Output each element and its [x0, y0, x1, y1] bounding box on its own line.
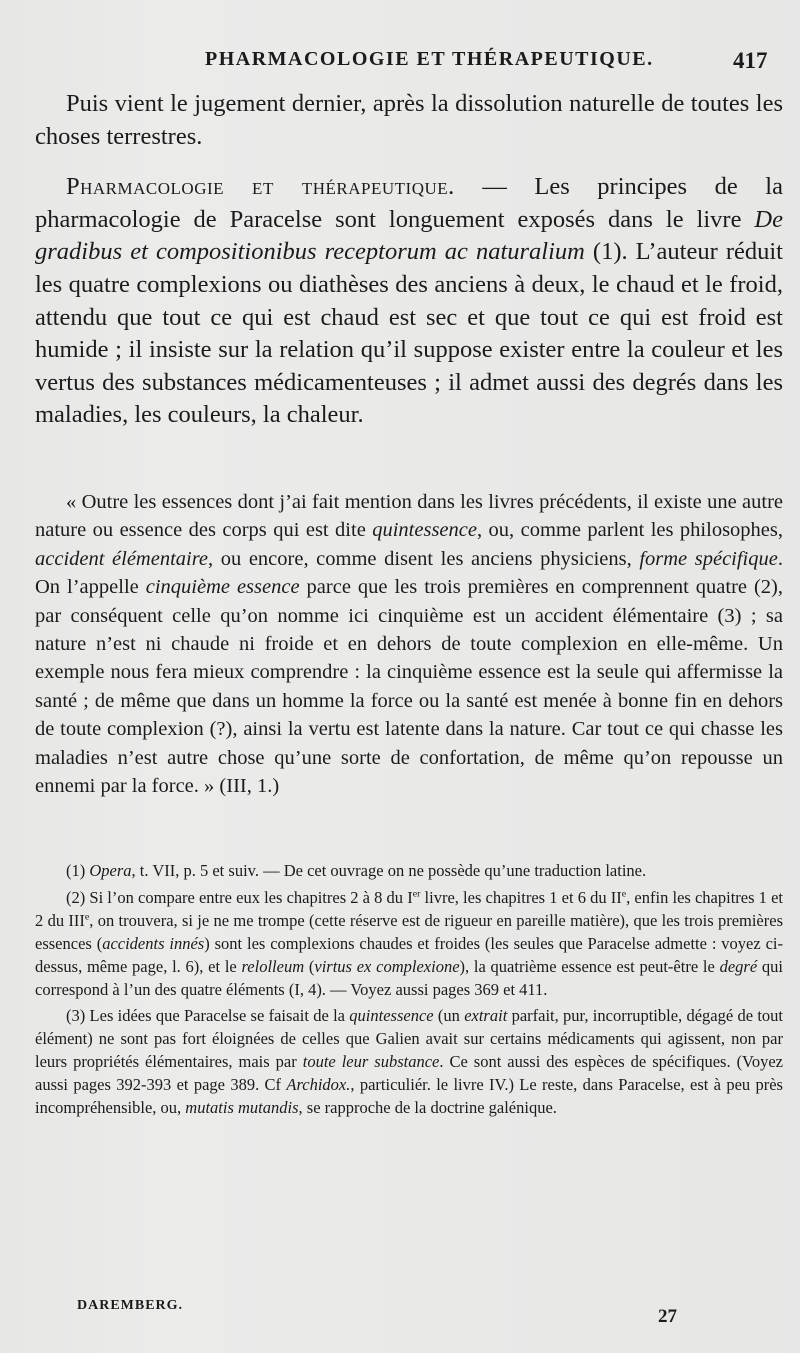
footnote-2 [35, 887, 783, 1002]
page-footer [0, 1298, 800, 1328]
footnote-2-text-g: ), la quatrième essence est peut-être le [459, 956, 720, 976]
page-header [0, 48, 800, 78]
footnote-2-text-e: ) sont les complexions chaudes et froides (les seules que Paracelse admette : voyez ci-dessus, même page, l. 6), et le [35, 933, 783, 976]
footnote-3-italic-2: extrait [464, 1006, 508, 1026]
footnote-2-sup-3: e [84, 911, 90, 923]
quote-term-accident: accident élémentaire [35, 547, 209, 570]
section-heading: Pharmacologie et thérapeutique. [66, 173, 455, 201]
footnote-3-italic-4: Archidox. [286, 1075, 351, 1095]
quotation-paragraph [35, 488, 783, 800]
footnote-1-text-b: , t. VII, p. 5 et suiv. — De cet ouvrage on ne possède qu’une traduction latine. [131, 861, 647, 880]
footnote-2-italic-4: degré [719, 956, 758, 976]
footnote-2-text-d: , on trouvera, si je ne me trompe (cette réserve est de rigueur en pareille matière), que les trois premières essences ( [35, 910, 783, 953]
footnote-2-text-h: qui correspond à l’un des quatre éléments (I, 4). — Voyez aussi pages 369 et 411. [35, 956, 783, 999]
footnote-1-text-a: (1) [66, 861, 90, 880]
footnote-2-text-c: , enfin les chapitres 1 et 2 du III [35, 887, 783, 930]
footnote-3-text-a: (3) Les idées que Paracelse se faisait de la [66, 1006, 350, 1026]
footnote-2-italic-2: relolleum [241, 956, 305, 976]
footnote-2-text-b: livre, les chapitres 1 et 6 du II [420, 887, 622, 907]
page-number: 417 [733, 48, 768, 73]
footnotes [35, 860, 783, 1120]
printer-signature: DAREMBERG. [77, 1298, 184, 1313]
main-text [35, 88, 783, 432]
running-title: PHARMACOLOGIE ET THÉRAPEUTIQUE. [205, 48, 654, 70]
footnote-3-text-f: , se rapproche de la doctrine galénique. [298, 1098, 557, 1118]
footnote-3-text-d: . Ce sont aussi des espèces de spécifiques. (Voyez aussi pages 392-393 et page 389. Cf [35, 1052, 783, 1095]
footnote-2-sup-1: er [412, 888, 421, 900]
quote-text-1: « Outre les essences dont j’ai fait mention dans les livres précédents, il existe une autre nature ou essence des corps qui est dite [35, 491, 783, 542]
section-paragraph [35, 171, 783, 432]
footnote-3-italic-1: quintessence [349, 1006, 434, 1026]
book-title: De gradibus et compositionibus receptorum ac naturalium [35, 205, 783, 266]
quote-text-4: . On l’appelle [35, 547, 783, 599]
footnote-3-text-c: parfait, pur, incorruptible, dégagé de tout élément) ne sont pas fort éloignées de celles que Galien avait sur certains médicaments qui agissent, non par leurs propriétés élémentaires, mais par [35, 1006, 784, 1072]
footnote-3-text-e: , particuliér. le livre IV.) Le reste, dans Paracelse, est à peu près incompréhensible, ou, [35, 1075, 783, 1118]
quote-text-3: , ou encore, comme disent les anciens physiciens, [208, 547, 640, 570]
footnote-1-italic: Opera [89, 861, 132, 880]
footnote-3-italic-3: toute leur substance [302, 1052, 440, 1072]
footnote-2-sup-2: e [621, 888, 627, 900]
footnote-2-text-a: (2) Si l’on compare entre eux les chapitres 2 à 8 du I [66, 887, 413, 907]
footnote-3-italic-5: mutatis mutandis [185, 1098, 299, 1118]
footnote-3 [35, 1005, 783, 1120]
quote-text-2: , ou, comme parlent les philosophes, [476, 519, 783, 542]
section-text-1: — Les principes de la pharmacologie de Paracelse sont longuement exposés dans le livre [35, 173, 783, 233]
sheet-number: 27 [658, 1306, 677, 1327]
quote-term-cinquieme: cinquième essence [145, 576, 300, 599]
footnote-2-italic-1: accidents innés [102, 933, 205, 953]
footnote-2-italic-3: virtus ex complexione [314, 956, 460, 976]
intro-paragraph: Puis vient le jugement dernier, après la dissolution naturelle de toutes les choses terrestres. [35, 90, 783, 150]
quotation-block [35, 488, 783, 800]
section-text-2: (1). L’auteur réduit les quatre complexions ou diathèses des anciens à deux, le chaud et le froid, attendu que tout ce qui est chaud est sec et que tout ce qui est froid est humide ; il insiste sur la relation qu’il suppose exister entre la couleur et les vertus des substances médicamenteuses ; il admet aussi des degrés dans les maladies, les couleurs, la chaleur. [35, 238, 783, 429]
footnote-1 [35, 860, 783, 883]
footnote-2-text-f: ( [304, 956, 315, 976]
footnote-3-text-b: (un [433, 1006, 465, 1026]
quote-term-forme: forme spécifique [639, 547, 778, 570]
quote-text-5: parce que les trois premières en comprennent quatre (2), par conséquent celle qu’on nomme ici cinquième est un accident élémentaire (3) ; sa nature n’est ni chaude ni froide et en dehors de toute complexion en elle-même. Un exemple nous fera mieux comprendre : la cinquième essence est la seule qui affermisse la santé ; de même que dans un homme la force ou la santé est menée à bonne fin en dehors de toute complexion (?), ainsi la vertu est latente dans la nature. Car tout ce qui chasse les maladies n’est autre chose qu’une sorte de confortation, de même qu’on repousse un ennemi par la force. » (III, 1.) [35, 576, 784, 798]
quote-term-quintessence: quintessence [372, 519, 477, 542]
